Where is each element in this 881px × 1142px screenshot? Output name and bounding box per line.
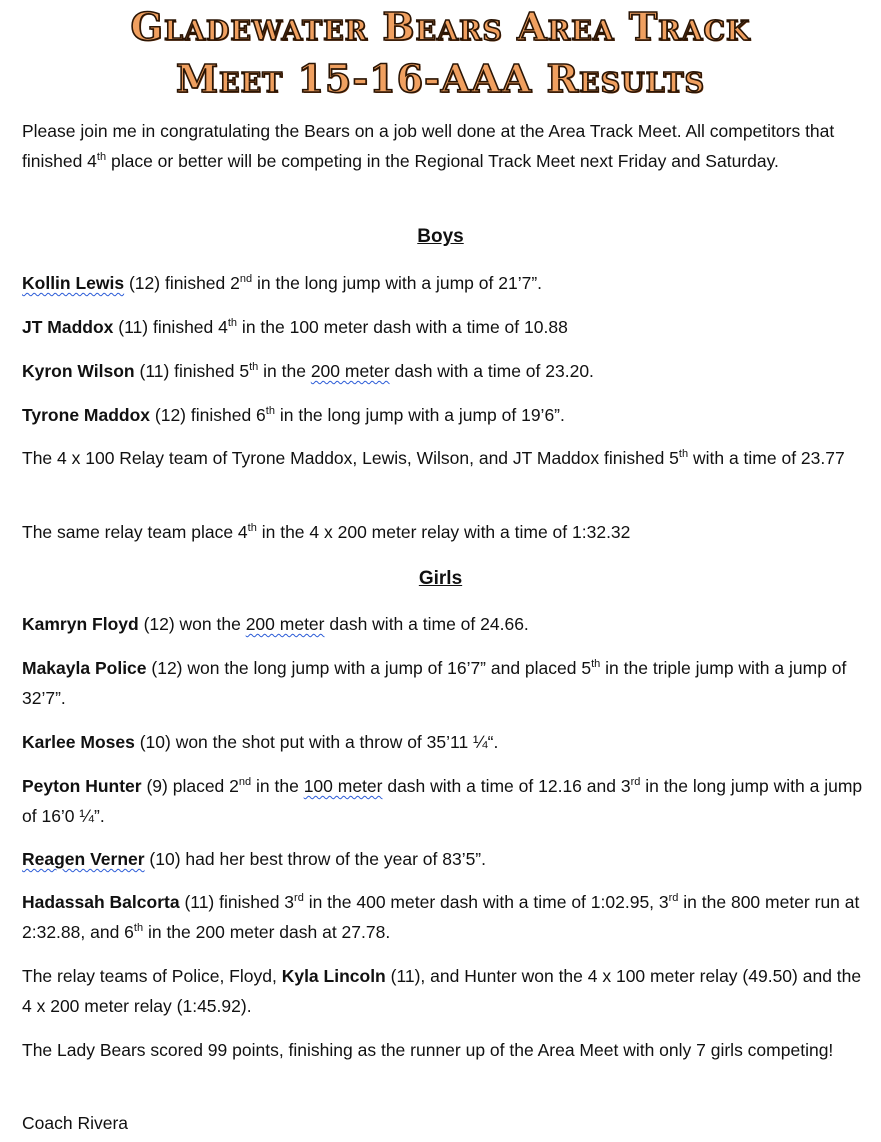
boys-result-wilson: Kyron Wilson (11) finished 5th in the 200 meter dash with a time of 23.20.	[22, 361, 594, 381]
boys-result-tyrone-maddox: Tyrone Maddox (12) finished 6th in the long jump with a jump of 19’6”.	[22, 405, 565, 425]
boys-relay-4x200: The same relay team place 4th in the 4 x 200 meter relay with a time of 1:32.32	[22, 522, 631, 542]
girls-result-floyd: Kamryn Floyd (12) won the 200 meter dash with a time of 24.66.	[22, 614, 529, 634]
girls-summary: The Lady Bears scored 99 points, finishing as the runner up of the Area Meet with only 7 girls competing!	[22, 1040, 834, 1060]
boys-result-lewis: Kollin Lewis (12) finished 2nd in the long jump with a jump of 21’7”.	[22, 273, 543, 293]
signature: Coach Rivera	[22, 1113, 129, 1133]
girls-result-balcorta: Hadassah Balcorta (11) finished 3rd in the 400 meter dash with a time of 1:02.95, 3rd in the 800 meter run at 2:32.88, and 6th in the 200 meter dash at 27.78.	[22, 892, 860, 942]
title-line-1: Gladewater Bears Area Track	[130, 4, 751, 49]
girls-result-verner: Reagen Verner (10) had her best throw of the year of 83’5”.	[22, 849, 487, 869]
title-line-2: Meet 15-16-AAA Results	[175, 56, 706, 101]
boys-result-jt-maddox: JT Maddox (11) finished 4th in the 100 meter dash with a time of 10.88	[22, 317, 568, 337]
girls-relay-results: The relay teams of Police, Floyd, Kyla Lincoln (11), and Hunter won the 4 x 100 meter relay (49.50) and the 4 x 200 meter relay (1:45.92).	[22, 966, 862, 1016]
girls-heading: Girls	[418, 568, 463, 589]
girls-result-police: Makayla Police (12) won the long jump with a jump of 16’7” and placed 5th in the triple jump with a jump of 32’7”.	[22, 658, 847, 708]
intro-paragraph: Please join me in congratulating the Bears on a job well done at the Area Track Meet. All competitors that finished 4th place or better will be competing in the Regional Track Meet next Friday and Saturday.	[22, 121, 835, 171]
boys-heading: Boys	[417, 226, 464, 247]
girls-result-moses: Karlee Moses (10) won the shot put with a throw of 35’11 ¼“.	[22, 732, 499, 752]
boys-relay-4x100: The 4 x 100 Relay team of Tyrone Maddox, Lewis, Wilson, and JT Maddox finished 5th with a time of 23.77	[22, 448, 845, 468]
girls-result-hunter: Peyton Hunter (9) placed 2nd in the 100 meter dash with a time of 12.16 and 3rd in the long jump with a jump of 16’0 ¼”.	[22, 776, 863, 826]
